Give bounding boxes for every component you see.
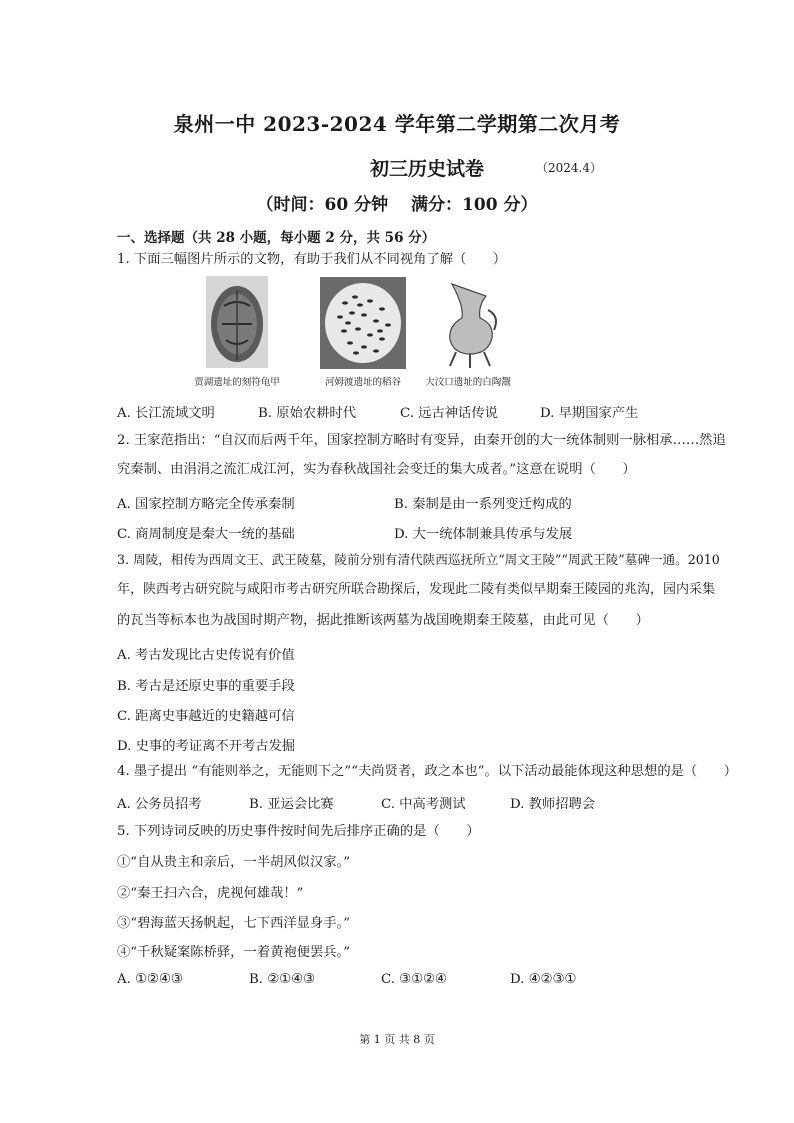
poem-item: ①“自从贵主和亲后，一半胡风似汉家。” <box>117 855 350 870</box>
option: C. 商周制度是秦大一统的基础 <box>117 527 295 542</box>
option: A. 长江流域文明 <box>117 406 215 421</box>
rice-grains-icon <box>320 277 406 369</box>
q3-stem-line2: 年，陕西考古研究院与咸阳市考古研究所联合勘探后，发现此二陵有类似早期秦王陵园的兆沟，园内采集 <box>117 582 716 597</box>
option: C. ③①②④ <box>381 972 447 987</box>
option: B. 原始农耕时代 <box>258 406 357 421</box>
time-score-line: （时间：60 分钟 满分：100 分） <box>256 195 538 215</box>
q4-stem: 4. 墨子提出 “有能则举之，无能则下之”“夫尚贤者，政之本也”。以下活动最能体现这种思想的是（ ） <box>117 764 738 779</box>
q2-stem-line2: 究秦制、由涓涓之流汇成江河，实为春秋战国社会变迁的集大成者。”这意在说明（ ） <box>117 462 636 477</box>
q2-stem-line1: 2. 王家范指出：“自汉而后两千年，国家控制方略时有变异，由秦开创的大一统体制则一脉相承……然追 <box>117 433 726 448</box>
option: A. 考古发现比古史传说有价值 <box>117 648 295 663</box>
option: C. 远古神话传说 <box>400 406 498 421</box>
option: A. 公务员招考 <box>117 797 202 812</box>
tortoise-shell-figure <box>206 276 268 368</box>
option: D. 史事的考证离不开考古发掘 <box>117 739 296 754</box>
option: D. 早期国家产生 <box>540 406 639 421</box>
rice-grains-figure <box>320 277 406 369</box>
q3-stem-line1: 3. 周陵，相传为西周文王、武王陵墓，陵前分别有清代陕西巡抚所立“周文王陵”“周武王陵”墓碑一通。2010 <box>117 552 720 567</box>
exam-title: 泉州一中 2023-2024 学年第二学期第二次月考 <box>173 112 621 136</box>
option: A. ①②④③ <box>117 972 183 987</box>
option: A. 国家控制方略完全传承秦制 <box>117 497 295 512</box>
white-pottery-gui-icon <box>434 276 504 370</box>
poem-item: ④“千秋疑案陈桥驿，一着黄袍便罢兵。” <box>117 945 350 960</box>
option: B. 亚运会比赛 <box>249 797 334 812</box>
poem-item: ②“秦王扫六合，虎视何雄哉！” <box>117 886 304 901</box>
option: C. 中高考测试 <box>381 797 466 812</box>
option: B. 秦制是由一系列变迁构成的 <box>394 497 572 512</box>
option: B. 考古是还原史事的重要手段 <box>117 679 295 694</box>
poem-item: ③“碧海蓝天扬帆起，七下西洋显身手。” <box>117 916 350 931</box>
option: C. 距离史事越近的史籍越可信 <box>117 709 295 724</box>
figure-caption: 河姆渡遗址的稻谷 <box>324 377 401 388</box>
q1-stem: 1. 下面三幅图片所示的文物，有助于我们从不同视角了解（ ） <box>117 252 507 267</box>
figure-caption: 大汶口遗址的白陶鬶 <box>425 377 511 388</box>
exam-date: （2024.4） <box>536 161 602 175</box>
option: D. ④②③① <box>510 972 577 987</box>
exam-subtitle: 初三历史试卷 <box>370 158 485 180</box>
option: D. 大一统体制兼具传承与发展 <box>394 527 573 542</box>
q5-stem: 5. 下列诗词反映的历史事件按时间先后排序正确的是（ ） <box>117 824 480 839</box>
page-number: 第 1 页 共 8 页 <box>359 1033 435 1046</box>
carved-tortoise-shell-icon <box>206 276 268 368</box>
option: D. 教师招聘会 <box>510 797 596 812</box>
section-heading: 一、选择题（共 28 小题，每小题 2 分，共 56 分） <box>117 230 436 246</box>
option: B. ②①④③ <box>249 972 315 987</box>
figure-caption: 贾湖遗址的刻符龟甲 <box>194 377 280 388</box>
q3-stem-line3: 的瓦当等标本也为战国时期产物，据此推断该两墓为战国晚期秦王陵墓，由此可见（ ） <box>117 613 649 628</box>
pottery-gui-figure <box>434 276 504 370</box>
